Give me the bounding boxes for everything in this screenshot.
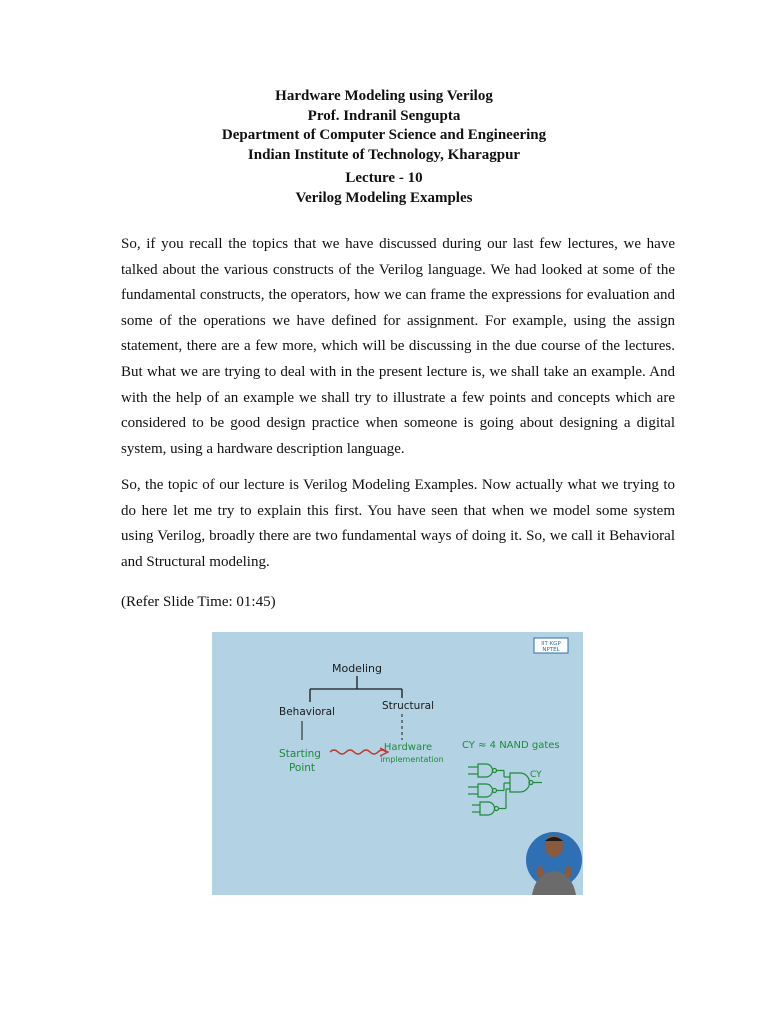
professor-name: Prof. Indranil Sengupta [307,107,461,124]
refer-slide-time: (Refer Slide Time: 01:45) [121,594,276,610]
slide-logo [534,638,568,653]
squiggly-arrow [330,748,388,756]
lecture-slide [212,632,583,895]
presenter-thumbnail [526,832,582,895]
logo-text-2: NPTEL [542,647,560,653]
course-title: Hardware Modeling using Verilog [275,88,493,104]
right-leaf-line1: Hardware [383,742,433,753]
right-leaf-line2: implementation [380,755,444,764]
logo-text-1: IIT KGP [541,641,561,647]
lecture-title: Verilog Modeling Examples [295,189,473,206]
left-leaf-line1: Starting [279,748,321,760]
document-header [0,87,768,165]
tree-lines [310,676,402,702]
output-label: CY [530,770,542,780]
institute: Indian Institute of Technology, Kharagpur [247,146,521,163]
paragraph-topic: So, the topic of our lecture is Verilog Modeling Examples. Now actually what we trying to do here let me try to explain this first. You have seen that when we model some system using Verilog, broadly there are two fundamental ways of doing it. So, we call it Behavioral and Structural modeling. [121,477,675,570]
nand-note: CY ≈ 4 NAND gates [462,740,560,751]
paragraph-intro: So, if you recall the topics that we have discussed during our last few lectures, we have talked about the various constructs of the Verilog language. We had looked at some of the fundamental constructs, the operators, how we can frame the expressions for evaluation and some of the operations we have defined for assignment. For example, using the assign statement, there are a few more, which will be discussing in the due course of the lectures. But what we are trying to deal with in the present lecture is, we shall take an example. And with the help of an example we shall try to illustrate a few points and concepts which are considered to be good design practice when someone is going about designing a digital system, using a hardware description language. [121,236,675,457]
tree-right-label: Structural [382,700,434,712]
tree-left-label: Behavioral [279,706,335,718]
slide-drawing [212,632,583,895]
tree-root-label: Modeling [331,662,383,675]
lecture-number: Lecture - 10 [345,170,423,186]
department: Department of Computer Science and Engineering [221,127,547,143]
lecture-heading [0,169,768,208]
left-leaf-line2: Point [288,762,316,774]
